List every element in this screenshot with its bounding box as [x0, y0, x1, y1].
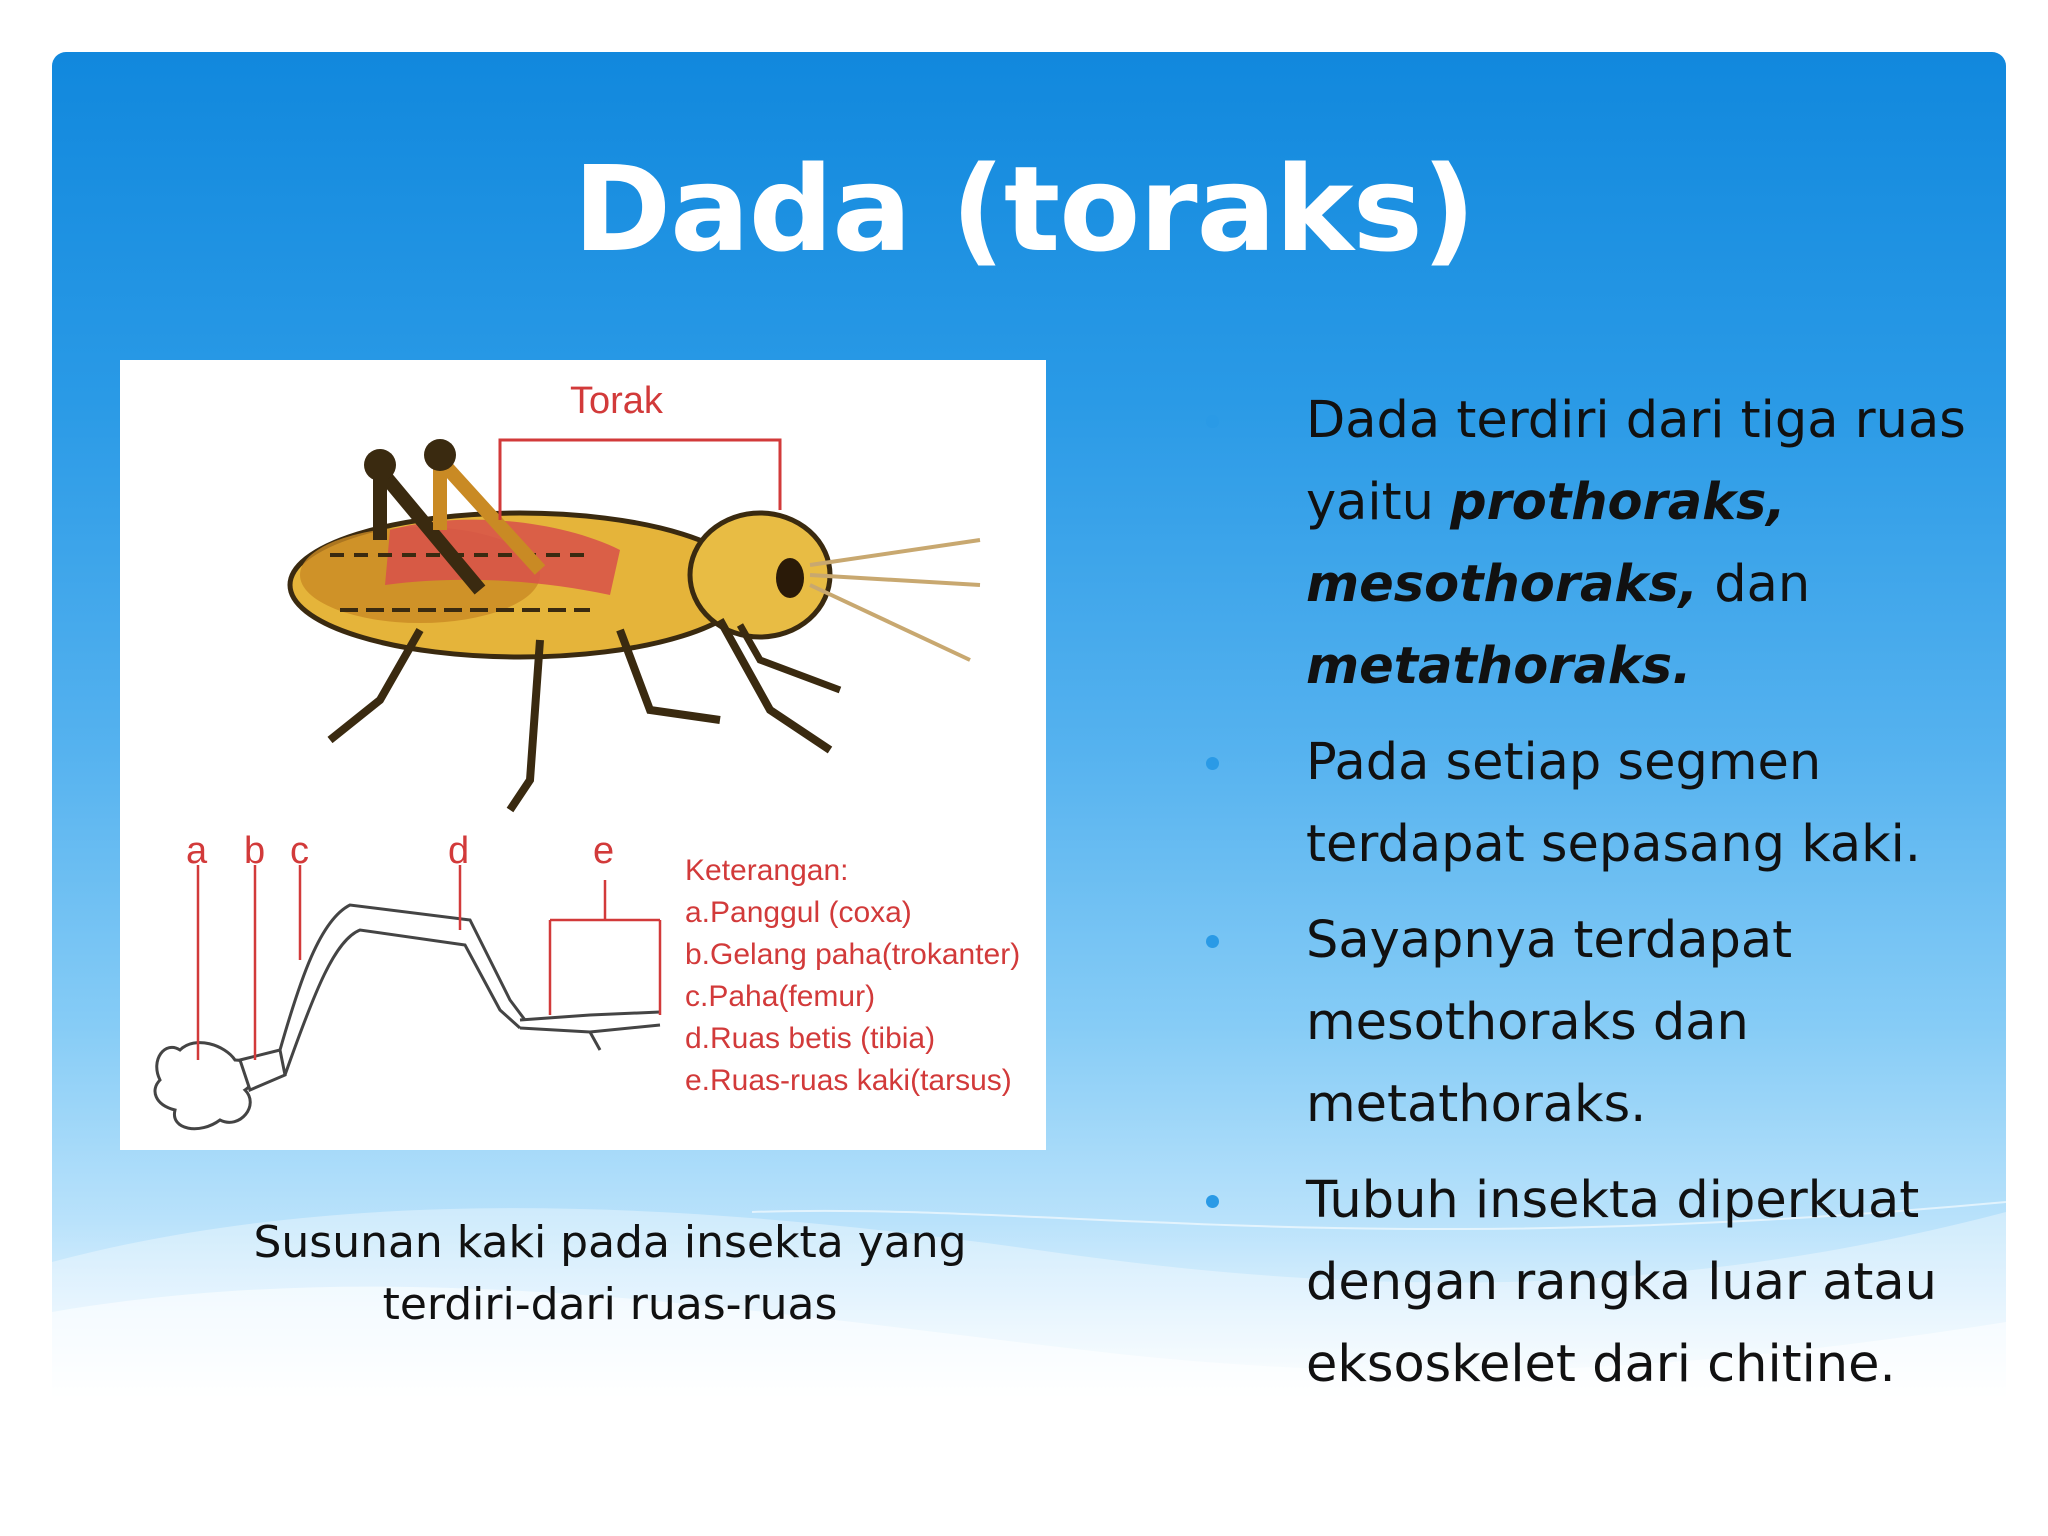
bullet-item — [1200, 1160, 2000, 1406]
bullet-text: Tubuh insekta diperkuat dengan rangka luar atau eksoskelet dari chitine. — [1306, 1171, 1938, 1394]
bullet-item — [1200, 380, 2000, 708]
leg-letter-d: d — [448, 830, 470, 872]
leg-diagram — [155, 865, 660, 1129]
legend-item: c.Paha(femur) — [685, 980, 876, 1013]
bullet-icon — [1206, 1195, 1219, 1208]
legend-title: Keterangan: — [685, 854, 849, 887]
caption-line: terdiri-dari ruas-ruas — [382, 1279, 838, 1330]
bullet-text: Sayapnya terdapat mesothoraks dan metathoraks. — [1306, 911, 1793, 1134]
bullet-text: Dada terdiri dari tiga ruas yaitu — [1306, 391, 1966, 532]
leg-letter-e: e — [593, 830, 615, 872]
torak-label: Torak — [570, 380, 663, 422]
term-mesothoraks: mesothoraks, — [1306, 555, 1699, 614]
bullet-text: dan — [1698, 555, 1811, 614]
leg-letter-b: b — [244, 830, 266, 872]
legend-item: d.Ruas betis (tibia) — [685, 1022, 936, 1055]
legend-item: b.Gelang paha(trokanter) — [685, 938, 1021, 971]
bullet-icon — [1206, 415, 1219, 428]
leg-letter-c: c — [290, 830, 309, 872]
bullet-icon — [1206, 935, 1219, 948]
bullet-item — [1200, 900, 2000, 1146]
bullet-item — [1200, 722, 2000, 886]
grasshopper-body — [290, 439, 980, 810]
bullet-text: Pada setiap segmen terdapat sepasang kaki. — [1306, 733, 1922, 874]
leg-legend — [685, 850, 1020, 1102]
bullet-icon — [1206, 757, 1219, 770]
term-prothoraks: prothoraks, — [1450, 473, 1786, 532]
grasshopper-figure — [120, 360, 1046, 1150]
caption-line: Susunan kaki pada insekta yang — [253, 1217, 967, 1268]
figure-caption — [210, 1212, 1010, 1336]
leg-letter-a: a — [186, 830, 208, 872]
legend-item: e.Ruas-ruas kaki(tarsus) — [685, 1064, 1012, 1097]
bullet-list — [1200, 380, 2000, 1420]
term-metathoraks: metathoraks. — [1306, 637, 1692, 696]
legend-item: a.Panggul (coxa) — [685, 896, 912, 929]
slide-title: Dada (toraks) — [573, 140, 1475, 278]
